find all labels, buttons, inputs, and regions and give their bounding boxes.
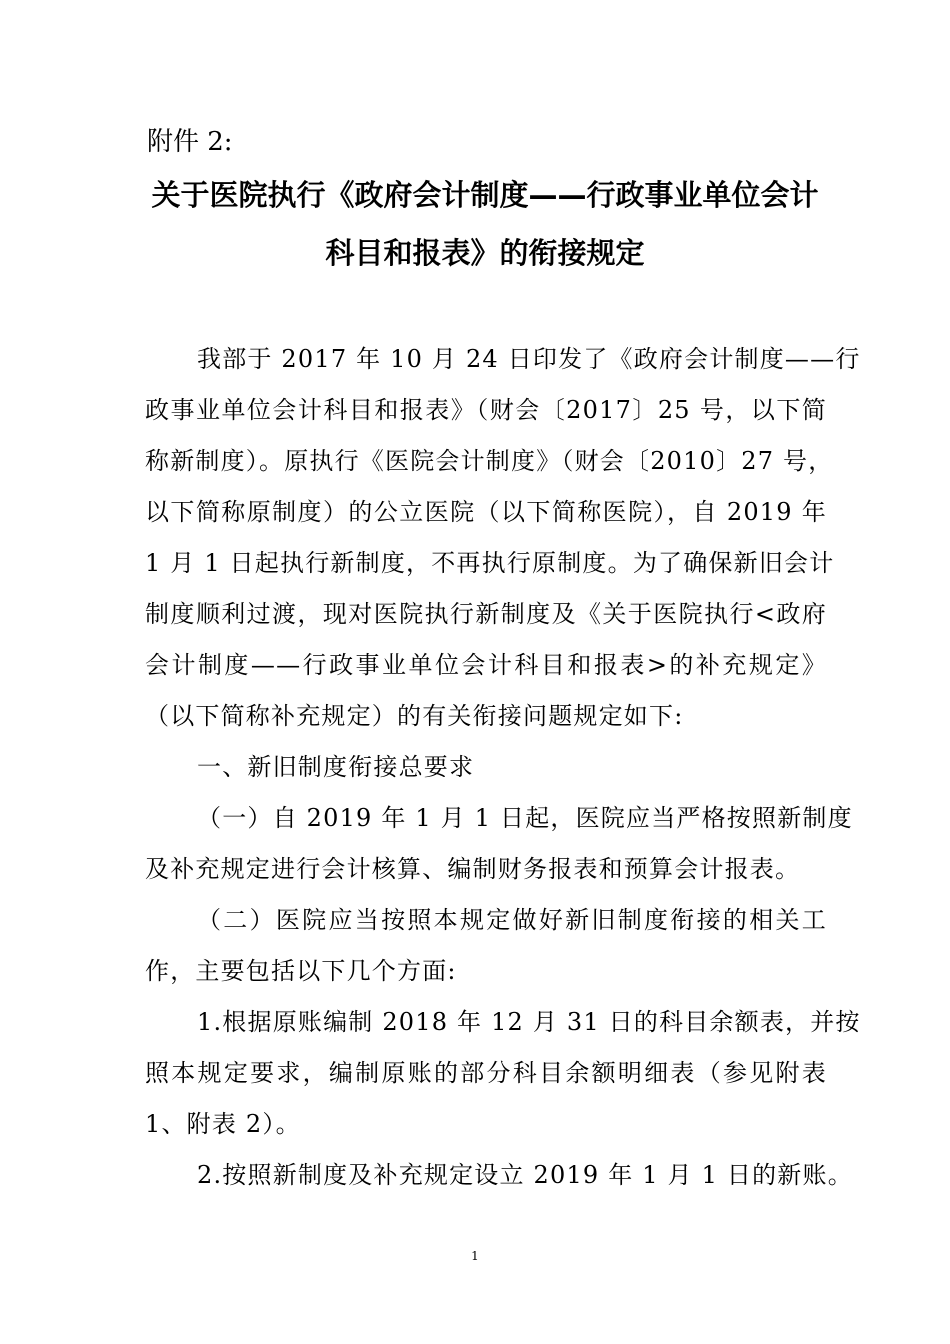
paragraph-line: 政事业单位会计科目和报表》（财会〔2017〕25 号，以下简 bbox=[145, 396, 827, 424]
document-title bbox=[140, 166, 830, 282]
paragraph-line: （以下简称补充规定）的有关衔接问题规定如下: bbox=[145, 702, 684, 730]
sub-item-line: 照本规定要求，编制原账的部分科目余额明细表（参见附表 bbox=[145, 1059, 827, 1087]
sub-item-line: 2.按照新制度及补充规定设立 2019 年 1 月 1 日的新账。 bbox=[197, 1161, 853, 1189]
paragraph-line: 我部于 2017 年 10 月 24 日印发了《政府会计制度——行 bbox=[197, 345, 861, 373]
paragraph-line: 会计制度——行政事业单位会计科目和报表>的补充规定》 bbox=[145, 651, 827, 679]
sub-item-line: 1.根据原账编制 2018 年 12 月 31 日的科目余额表，并按 bbox=[197, 1008, 861, 1036]
item-line: 作，主要包括以下几个方面: bbox=[145, 957, 457, 985]
attachment-label: 附件 2: bbox=[147, 127, 233, 157]
document-body bbox=[145, 334, 861, 1201]
paragraph-line: 制度顺利过渡，现对医院执行新制度及《关于医院执行<政府 bbox=[145, 600, 827, 628]
sub-item-line: 1、附表 2）。 bbox=[145, 1110, 301, 1138]
title-line-1: 关于医院执行《政府会计制度——行政事业单位会计 bbox=[151, 178, 819, 212]
paragraph-line: 称新制度）。原执行《医院会计制度》（财会〔2010〕27 号， bbox=[145, 447, 834, 475]
title-line-2: 科目和报表》的衔接规定 bbox=[325, 236, 645, 270]
paragraph-line: 1 月 1 日起执行新制度，不再执行原制度。为了确保新旧会计 bbox=[145, 549, 835, 577]
page-number: 1 bbox=[471, 1249, 479, 1263]
item-line: 及补充规定进行会计核算、编制财务报表和预算会计报表。 bbox=[145, 855, 801, 883]
section-heading: 一、新旧制度衔接总要求 bbox=[197, 753, 475, 781]
paragraph-line: 以下简称原制度）的公立医院（以下简称医院），自 2019 年 bbox=[145, 498, 827, 526]
item-line: （二）医院应当按照本规定做好新旧制度衔接的相关工 bbox=[197, 906, 827, 934]
item-line: （一）自 2019 年 1 月 1 日起，医院应当严格按照新制度 bbox=[197, 804, 853, 832]
